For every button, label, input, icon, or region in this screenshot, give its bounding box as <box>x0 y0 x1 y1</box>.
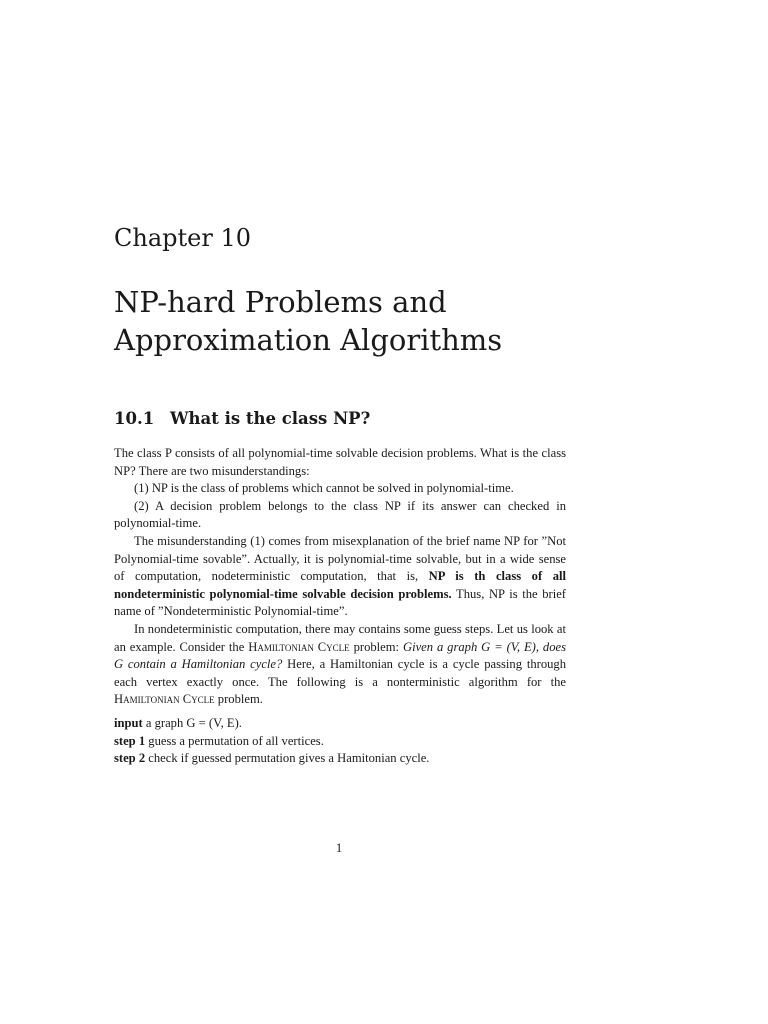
np-definition-bold: NP is th class of all nondeterministic polynomial-time solvable decision problems. <box>114 569 566 601</box>
np-definition-text-a: The misunderstanding (1) comes from misexplanation of the brief name NP for ”Not Polynomial-time sovable”. Actually, it is polynomial-time solvable, but in a wide sense of computation, nodeterministic computation, that is, <box>114 533 566 584</box>
section-number: 10.1 <box>114 409 155 428</box>
algorithm-input-label: input <box>114 715 143 730</box>
example-text-d: problem. <box>214 692 263 707</box>
section-title: What is the class NP? <box>170 409 371 428</box>
paragraph-intro: The class P consists of all polynomial-time solvable decision problems. What is the class NP? There are two misunderstandings: <box>114 446 566 478</box>
section-heading <box>114 407 370 431</box>
example-question: Given a graph G = (V, E), does G contain a Hamiltonian cycle? <box>114 639 566 672</box>
hamiltonian-cycle-term-2: Hamiltonian Cycle <box>114 692 215 707</box>
body-text <box>114 445 566 768</box>
algorithm-step-1-label: step 1 <box>114 733 146 748</box>
paragraph-misunderstanding-1: (1) NP is the class of problems which cannot be solved in polynomial-time. <box>134 481 514 496</box>
algorithm-step-1 <box>114 733 566 751</box>
algorithm-block <box>114 715 566 768</box>
chapter-title-line-1: NP-hard Problems and <box>114 285 447 319</box>
chapter-title-line-2: Approximation Algorithms <box>114 323 503 357</box>
chapter-title <box>114 283 674 359</box>
algorithm-input-text: a graph G = (V, E). <box>142 715 242 730</box>
np-definition-text-b: Thus, NP is the brief name of ”Nondeterministic Polynomial-time”. <box>114 586 566 619</box>
algorithm-step-2-label: step 2 <box>114 751 146 766</box>
example-text-c: Here, a Hamiltonian cycle is a cycle passing through each vertex exactly once. The following is a nonterministic algorithm for the <box>114 657 567 689</box>
paragraph-misunderstanding-2: (2) A decision problem belongs to the class NP if its answer can checked in polynomial-time. <box>114 498 566 531</box>
paragraph-np-definition <box>114 533 566 621</box>
algorithm-input-line <box>114 715 566 733</box>
hamiltonian-cycle-term-1: Hamiltonian Cycle <box>248 639 350 654</box>
paragraph-nondeterministic-example <box>114 621 566 709</box>
example-text-b: problem: <box>349 639 403 654</box>
page-number: 1 <box>335 841 343 855</box>
example-text-a: In nondeterministic computation, there may contains some guess steps. Let us look at an example. Consider the <box>114 621 566 654</box>
chapter-label: Chapter 10 <box>114 224 251 252</box>
algorithm-step-1-text: guess a permutation of all vertices. <box>145 733 324 748</box>
algorithm-step-2 <box>114 750 566 768</box>
algorithm-step-2-text: check if guessed permutation gives a Hamitonian cycle. <box>145 751 430 766</box>
